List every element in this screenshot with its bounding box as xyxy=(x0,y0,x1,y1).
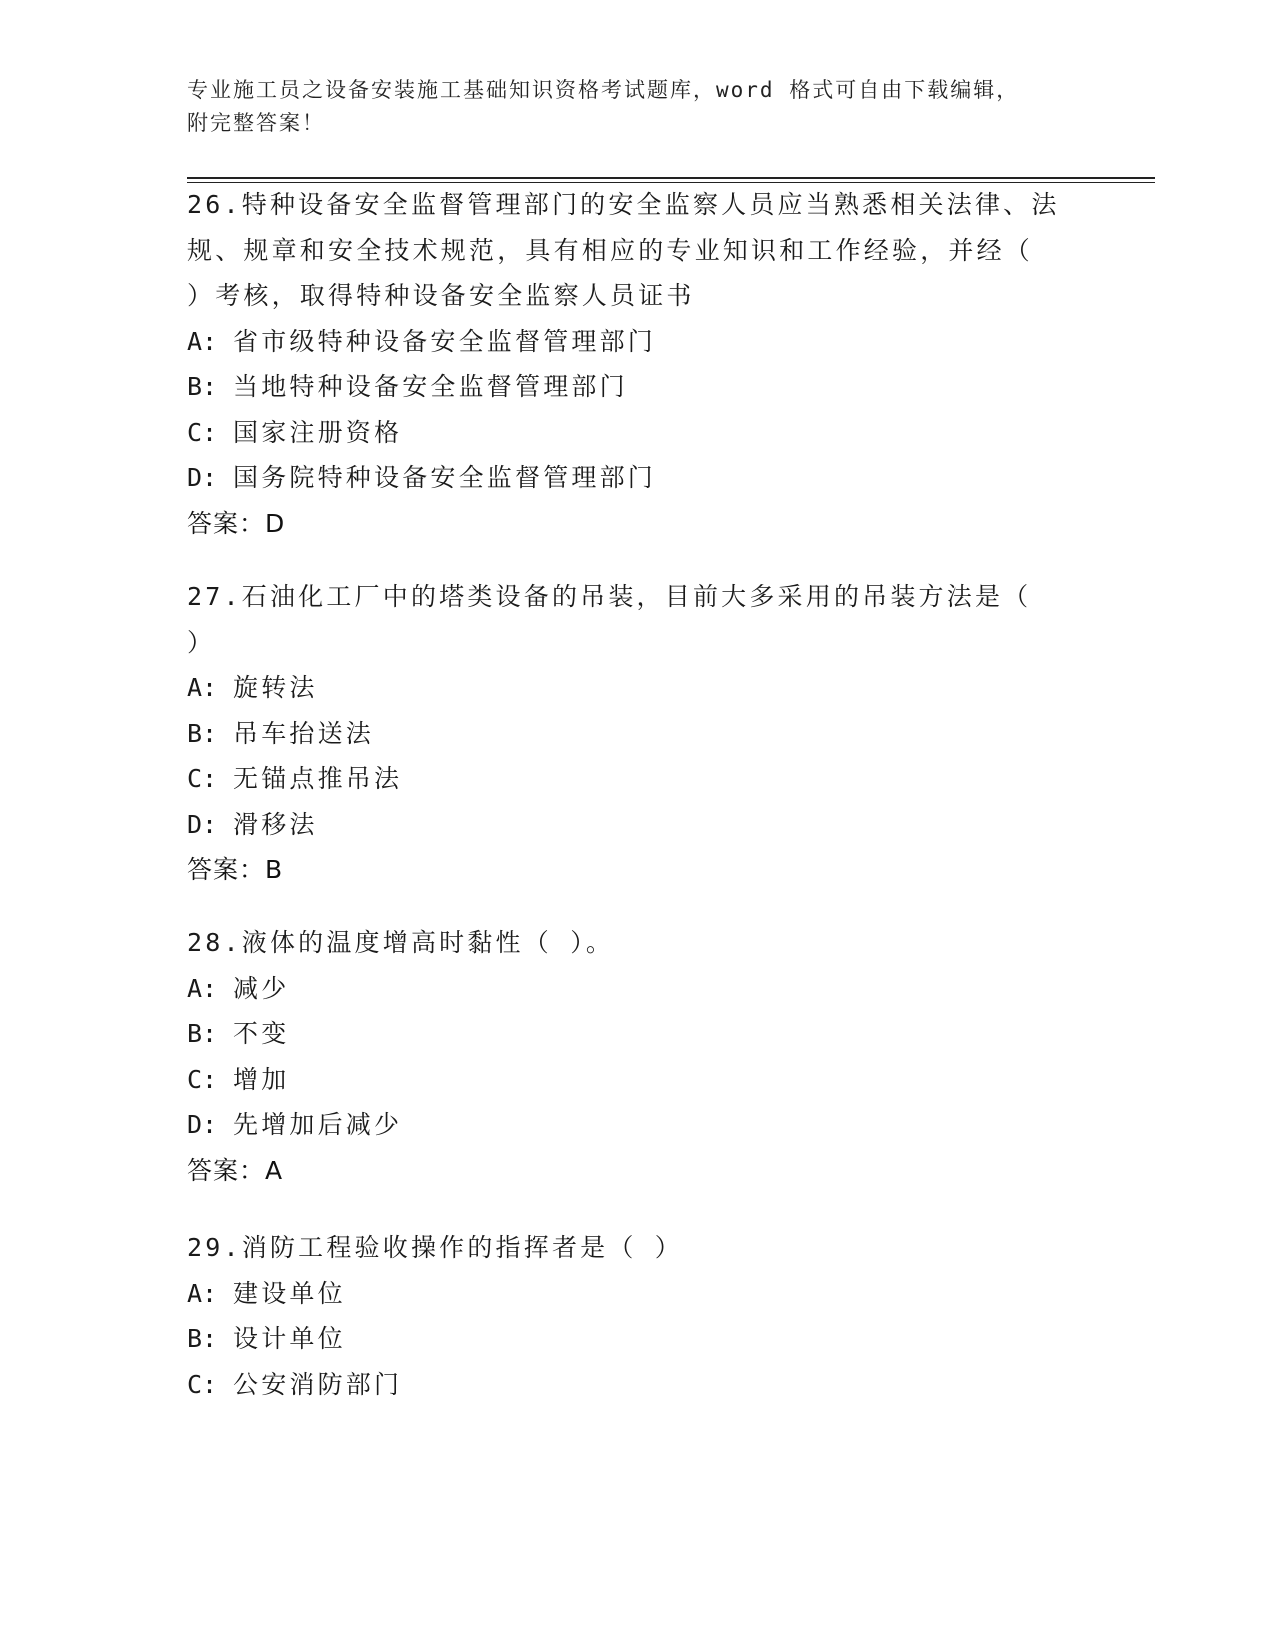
option-b xyxy=(187,364,1087,410)
option-letter: D: xyxy=(187,809,218,839)
option-text: 公安消防部门 xyxy=(233,1369,403,1399)
option-a xyxy=(187,319,1087,365)
option-c xyxy=(187,1362,1087,1408)
question-text-line: 规、规章和安全技术规范，具有相应的专业知识和工作经验，并经（ xyxy=(187,235,1034,265)
option-text: 减少 xyxy=(233,973,290,1003)
option-text: 设计单位 xyxy=(233,1324,346,1353)
option-text: 吊车抬送法 xyxy=(233,718,375,748)
option-letter: C: xyxy=(187,1369,218,1399)
question-text-line: 27.石油化工厂中的塔类设备的吊装，目前大多采用的吊装方法是（ xyxy=(187,582,1032,611)
option-c xyxy=(187,410,1087,456)
option-a xyxy=(187,1271,1087,1317)
option-letter: D: xyxy=(187,463,218,492)
option-text: 省市级特种设备安全监督管理部门 xyxy=(233,326,657,356)
option-letter: B: xyxy=(187,718,218,748)
question-text-line: ）考核，取得特种设备安全监察人员证书 xyxy=(187,281,695,310)
option-text: 无锚点推吊法 xyxy=(233,764,403,793)
option-d xyxy=(187,1102,1087,1148)
option-letter: A: xyxy=(187,326,218,356)
option-b xyxy=(187,1316,1087,1362)
option-letter: C: xyxy=(187,1064,218,1094)
option-letter: C: xyxy=(187,764,218,793)
answer-label: 答案：A xyxy=(187,1155,284,1185)
answer-label: 答案：D xyxy=(187,508,286,538)
option-text: 国务院特种设备安全监督管理部门 xyxy=(233,463,657,492)
option-b xyxy=(187,1011,1087,1057)
option-letter: A: xyxy=(187,673,218,702)
option-d xyxy=(187,802,1087,848)
option-letter: B: xyxy=(187,1019,218,1048)
option-b xyxy=(187,711,1087,757)
option-text: 先增加后减少 xyxy=(233,1110,403,1139)
option-text: 国家注册资格 xyxy=(233,417,403,447)
option-text: 旋转法 xyxy=(233,673,318,702)
option-c xyxy=(187,756,1087,802)
document-header xyxy=(187,74,1087,140)
option-text: 不变 xyxy=(233,1019,290,1048)
option-letter: D: xyxy=(187,1110,218,1139)
option-text: 增加 xyxy=(233,1064,290,1094)
option-text: 滑移法 xyxy=(233,809,318,839)
question-28 xyxy=(187,920,1087,1193)
option-letter: A: xyxy=(187,973,218,1003)
option-letter: C: xyxy=(187,417,218,447)
question-27 xyxy=(187,574,1087,893)
option-a xyxy=(187,665,1087,711)
option-text: 建设单位 xyxy=(233,1278,346,1308)
option-letter: B: xyxy=(187,1324,218,1353)
question-text-line: ） xyxy=(187,627,216,657)
option-d xyxy=(187,455,1087,501)
question-29 xyxy=(187,1225,1087,1407)
option-text: 当地特种设备安全监督管理部门 xyxy=(233,372,628,401)
question-text-line: 28.液体的温度增高时黏性（ ）。 xyxy=(187,928,615,957)
question-text-line: 26.特种设备安全监督管理部门的安全监察人员应当熟悉相关法律、法 xyxy=(187,190,1060,219)
option-letter: B: xyxy=(187,372,218,401)
answer-label: 答案：B xyxy=(187,855,284,884)
option-letter: A: xyxy=(187,1278,218,1308)
option-c xyxy=(187,1057,1087,1103)
header-line-1: 专业施工员之设备安装施工基础知识资格考试题库，word 格式可自由下载编辑， xyxy=(187,78,1020,102)
header-line-2: 附完整答案！ xyxy=(187,111,325,135)
option-a xyxy=(187,966,1087,1012)
header-divider-thick xyxy=(187,177,1155,179)
question-26 xyxy=(187,182,1087,546)
question-text-line: 29.消防工程验收操作的指挥者是（ ） xyxy=(187,1233,684,1262)
